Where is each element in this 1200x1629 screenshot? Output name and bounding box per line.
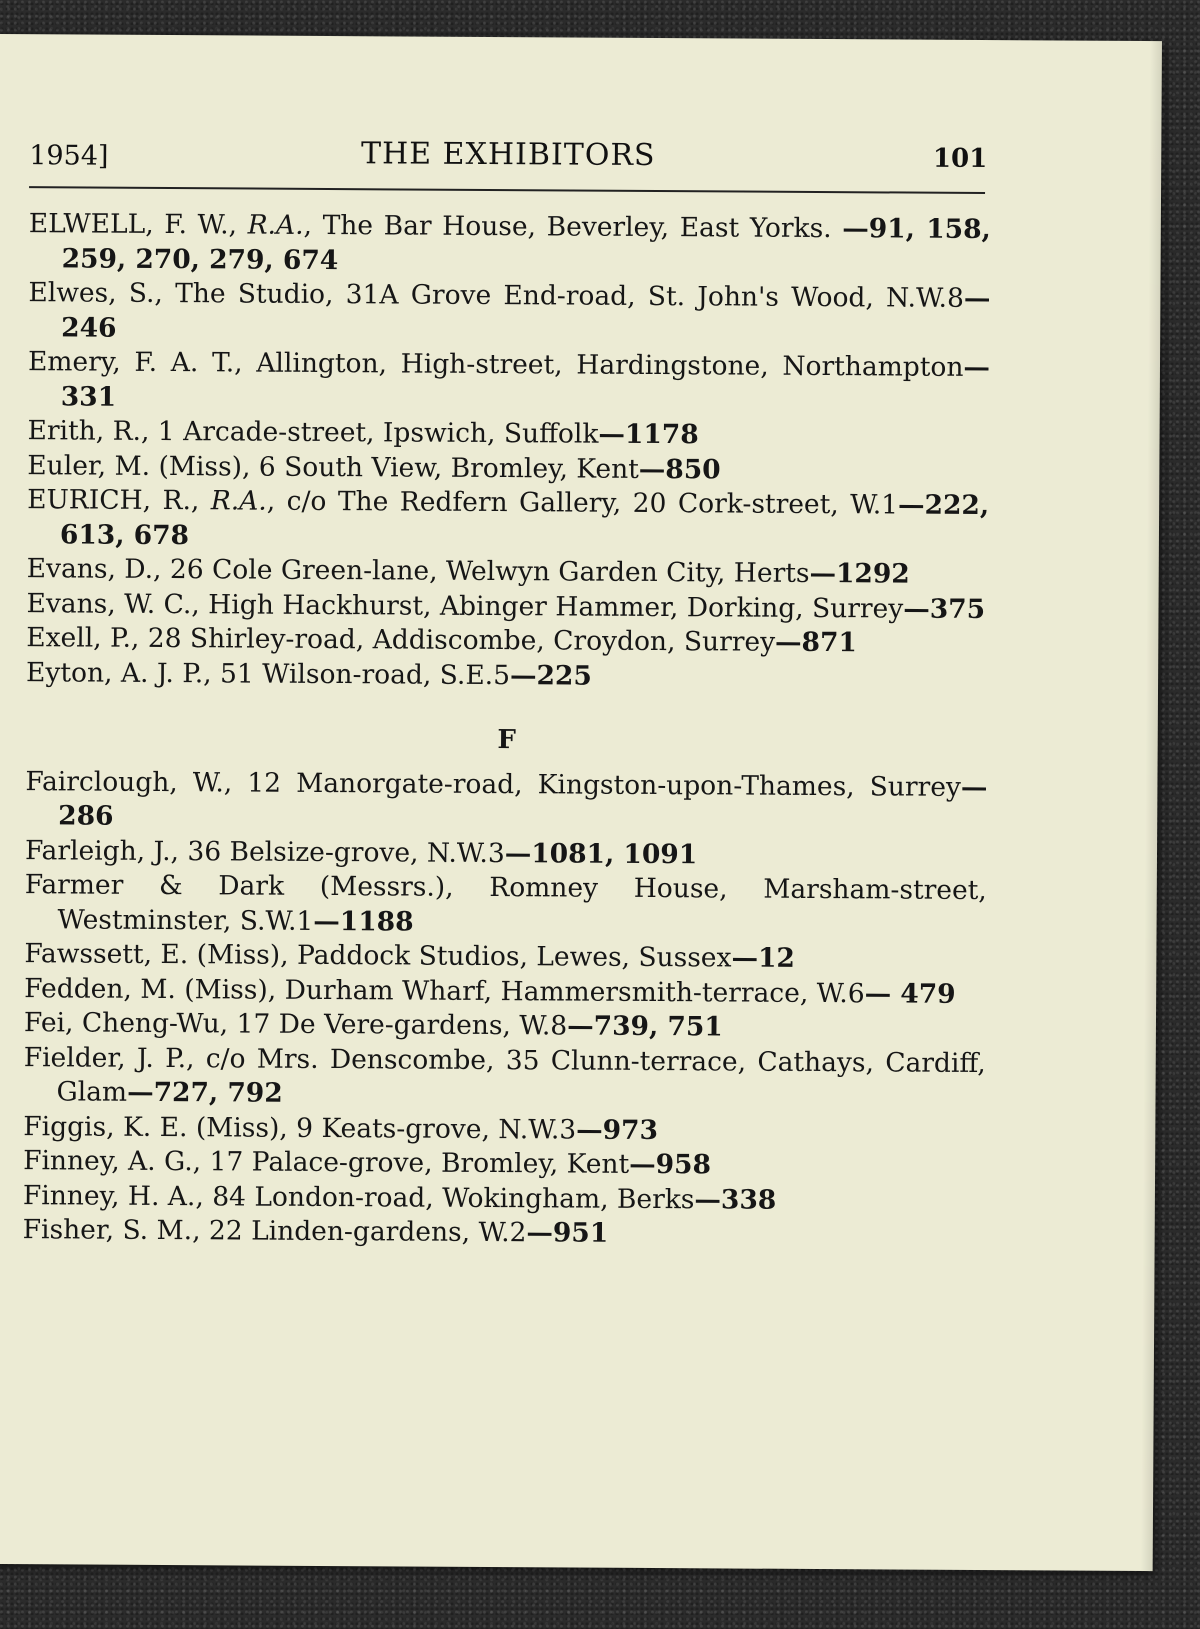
exhibitor-entry xyxy=(27,449,989,489)
exhibitor-name: Fawssett, E. (Miss), xyxy=(24,938,298,971)
book-page xyxy=(0,34,1162,1571)
exhibit-numbers: —12 xyxy=(731,942,795,974)
page-edge xyxy=(1141,41,1162,1571)
exhibitor-name: Exell, P., xyxy=(26,622,148,654)
exhibit-numbers: —1178 xyxy=(598,418,699,451)
exhibitor-entry xyxy=(23,1213,985,1253)
exhibitor-honour: R.A. xyxy=(247,209,304,241)
exhibitor-name: Fairclough, W., xyxy=(25,765,248,799)
exhibitor-entry xyxy=(26,656,988,696)
exhibitors-e xyxy=(26,207,991,696)
header-year: 1954] xyxy=(29,140,109,172)
exhibitor-address: 12 Manorgate-road, Kingston-upon-Thames, Surrey xyxy=(247,767,962,803)
exhibitor-name: Farleigh, J., xyxy=(24,834,188,867)
exhibit-numbers: —871 xyxy=(775,626,858,659)
exhibit-numbers: —91, 158, 259, 270, 279, 674 xyxy=(61,213,991,276)
exhibit-numbers: —375 xyxy=(903,593,986,625)
exhibitor-entry xyxy=(23,1110,985,1150)
exhibitor-entry xyxy=(23,1179,985,1219)
exhibitor-entry xyxy=(23,1144,985,1184)
exhibitor-entry xyxy=(28,345,990,420)
exhibitor-address: 51 Wilson-road, S.E.5 xyxy=(219,657,511,691)
exhibitor-name: Emery, F. A. T., xyxy=(27,346,257,379)
exhibitor-name: Evans, D., xyxy=(26,553,171,586)
exhibitor-address: 28 Shirley-road, Addiscombe, Croydon, Surrey xyxy=(147,622,776,658)
exhibitor-address: 1 Arcade-street, Ipswich, Suffolk xyxy=(157,415,599,450)
exhibitor-entry xyxy=(27,414,989,454)
exhibitor-name: EURICH, R., xyxy=(27,484,211,517)
exhibitor-entry xyxy=(26,587,988,627)
exhibitor-entry xyxy=(24,937,986,977)
exhibitor-entry xyxy=(25,765,987,840)
exhibitor-name: Finney, H. A., xyxy=(22,1179,213,1212)
exhibitor-entry xyxy=(23,1041,985,1116)
header-rule xyxy=(29,186,985,194)
exhibitor-name: Evans, W. C., xyxy=(26,587,209,620)
exhibitor-entry xyxy=(26,621,988,661)
exhibit-numbers: —739, 751 xyxy=(567,1010,723,1043)
exhibitor-name: Euler, M. (Miss), xyxy=(27,449,259,483)
exhibitor-name: Erith, R., xyxy=(27,415,158,447)
exhibit-numbers: —727, 792 xyxy=(127,1076,283,1109)
exhibitor-name: Fielder, J. P., xyxy=(23,1041,206,1074)
exhibitor-entry xyxy=(24,972,986,1012)
exhibit-numbers: —338 xyxy=(694,1183,777,1216)
exhibitor-address: 22 Linden-gardens, W.2 xyxy=(208,1215,527,1249)
exhibitor-address: Allington, High-street, Hardingstone, Northampton xyxy=(256,347,964,383)
page-number: 101 xyxy=(932,143,988,175)
exhibitor-address: 26 Cole Green-lane, Welwyn Garden City, Herts xyxy=(169,554,810,589)
exhibit-numbers: —958 xyxy=(629,1148,712,1181)
exhibitor-address: , c/o The Redfern Gallery, 20 Cork-street, W.1 xyxy=(266,485,899,521)
exhibit-numbers: —1188 xyxy=(313,905,414,938)
exhibit-numbers: —1081, 1091 xyxy=(504,837,698,870)
exhibitor-name: Eyton, A. J. P., xyxy=(26,656,221,689)
exhibit-numbers: — 479 xyxy=(864,977,956,1010)
exhibitor-name: Elwes, S., xyxy=(28,277,176,310)
running-header xyxy=(29,134,987,180)
exhibit-numbers: —222, 613, 678 xyxy=(59,489,990,551)
exhibitor-address: Durham Wharf, Hammersmith-terrace, W.6 xyxy=(284,974,865,1009)
exhibit-numbers: —286 xyxy=(58,771,988,832)
exhibitor-address: 17 De Vere-gardens, W.8 xyxy=(236,1008,568,1042)
exhibitors-f xyxy=(23,765,988,1254)
exhibit-numbers: —850 xyxy=(638,453,721,485)
exhibitor-entry xyxy=(25,834,987,874)
exhibitor-address: c/o Mrs. Denscombe, 35 Clunn-terrace, Cathays, Cardiff, Glam xyxy=(56,1042,986,1108)
exhibitor-entry xyxy=(24,868,986,943)
exhibit-numbers: —331 xyxy=(60,351,991,413)
exhibitor-name: Figgis, K. E. (Miss), xyxy=(23,1110,297,1144)
exhibit-numbers: —246 xyxy=(61,282,991,344)
exhibitor-name: Finney, A. G., xyxy=(23,1145,210,1178)
exhibitor-honour: R.A. xyxy=(210,485,267,517)
exhibitor-entry xyxy=(29,207,991,282)
exhibitor-name: Fei, Cheng-Wu, xyxy=(23,1007,237,1040)
exhibitor-name: Fisher, S. M., xyxy=(22,1214,210,1247)
exhibitor-name: Farmer & Dark (Messrs.), xyxy=(24,869,490,904)
exhibitor-address: 84 London-road, Wokingham, Berks xyxy=(212,1180,695,1215)
exhibitor-list xyxy=(23,207,991,1253)
exhibitor-entry xyxy=(24,1006,986,1046)
exhibitor-address: The Studio, 31A Grove End-road, St. John's Wood, N.W.8 xyxy=(175,278,964,314)
exhibit-numbers: —225 xyxy=(509,659,592,692)
exhibitor-entry xyxy=(28,276,990,351)
exhibitor-entry xyxy=(27,483,989,558)
exhibitor-address: High Hackhurst, Abinger Hammer, Dorking, Surrey xyxy=(208,588,904,625)
exhibitor-name: Fedden, M. (Miss), xyxy=(24,972,285,1006)
header-title: THE EXHIBITORS xyxy=(360,136,656,174)
section-letter: F xyxy=(497,725,517,756)
exhibit-numbers: —951 xyxy=(526,1217,609,1249)
exhibitor-address: 17 Palace-grove, Bromley, Kent xyxy=(209,1146,630,1180)
exhibitor-name: ELWELL, F. W., xyxy=(28,208,248,241)
exhibitor-address: , The Bar House, Beverley, East Yorks. xyxy=(303,209,843,245)
exhibitor-address: 6 South View, Bromley, Kent xyxy=(258,451,639,485)
exhibit-numbers: —973 xyxy=(576,1114,659,1146)
exhibitor-address: Paddock Studios, Lewes, Sussex xyxy=(296,939,732,974)
exhibitor-address: 9 Keats-grove, N.W.3 xyxy=(296,1112,577,1146)
exhibitor-address: Romney House, Marsham-street, Westminster, S.W.1 xyxy=(57,872,987,937)
exhibit-numbers: —1292 xyxy=(809,557,910,590)
exhibitor-address: 36 Belsize-grove, N.W.3 xyxy=(187,835,505,869)
exhibitor-entry xyxy=(27,552,989,592)
